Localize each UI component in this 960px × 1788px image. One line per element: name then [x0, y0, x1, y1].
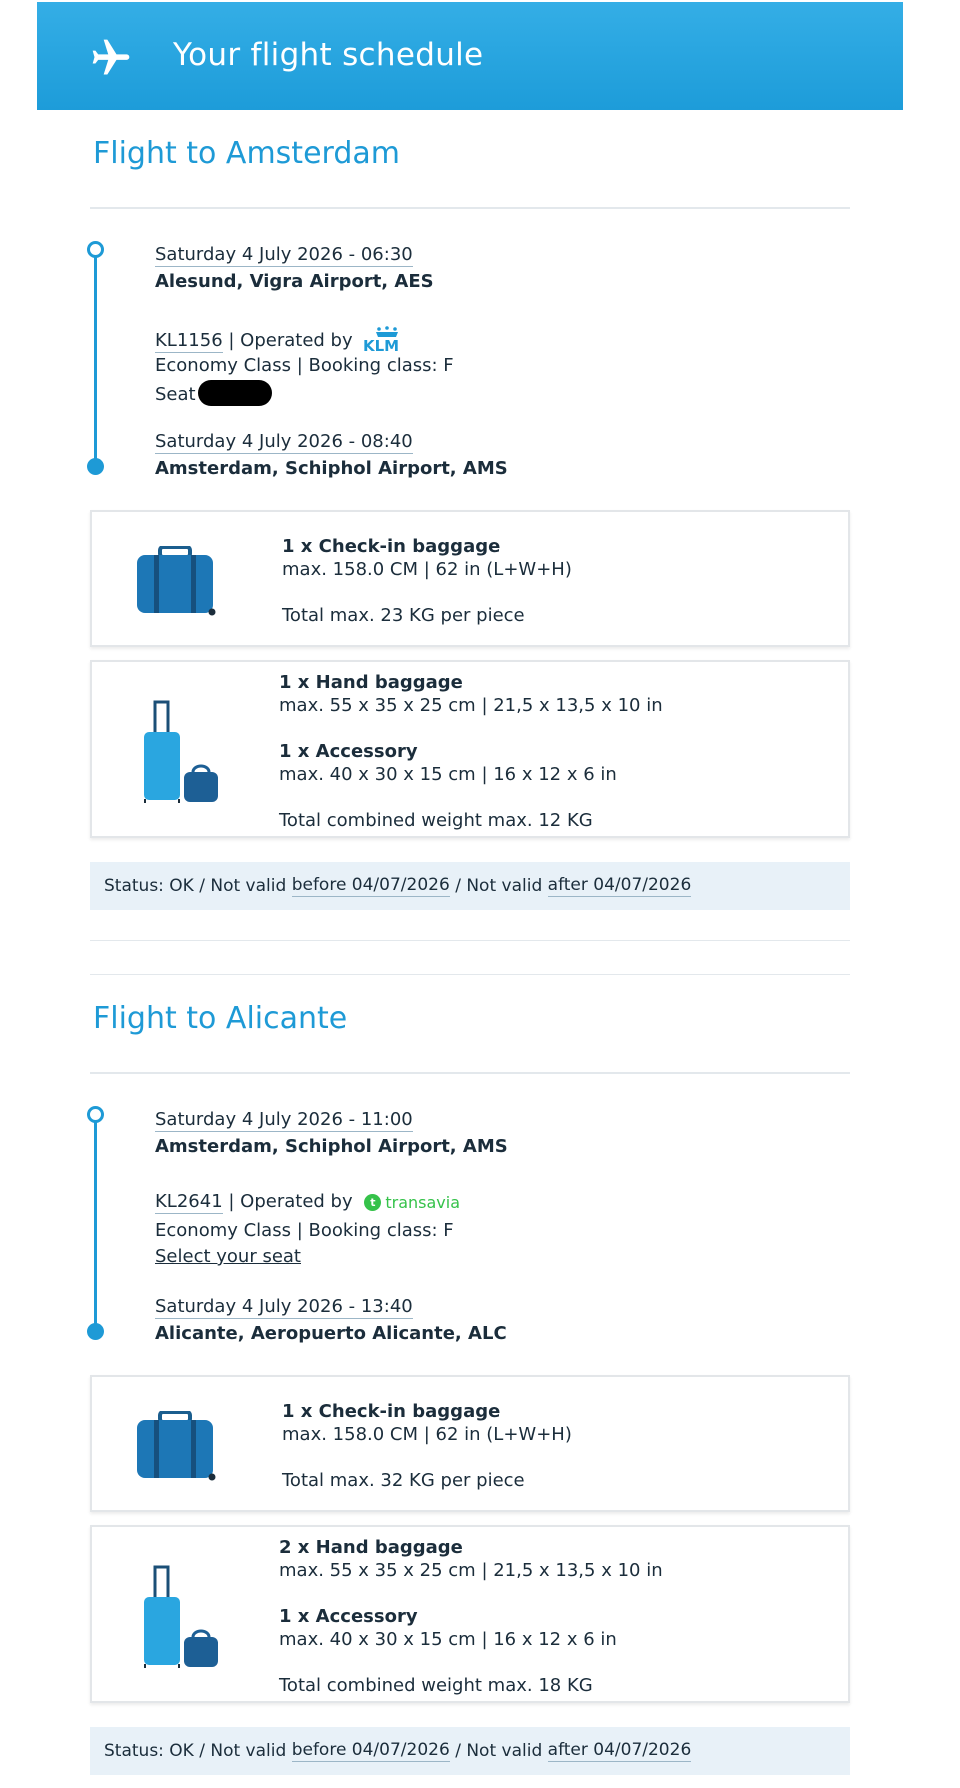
departure-marker [87, 1106, 104, 1123]
schedule-header [37, 2, 903, 110]
page-title: Your flight schedule [173, 37, 484, 73]
divider [90, 974, 850, 975]
select-seat-link[interactable]: Select your seat [155, 1246, 301, 1267]
hand-luggage-icon [140, 1565, 220, 1669]
arrival-airport: Alicante, Aeropuerto Alicante, ALC [155, 1323, 507, 1344]
flight-info: KL1156 | Operated by KLM [155, 326, 412, 352]
timeline-line [94, 252, 97, 466]
ticket-status: Status: OK / Not valid before 04/07/2026 / Not valid after 04/07/2026 [90, 862, 850, 910]
arrival-datetime: Saturday 4 July 2026 - 08:40 [155, 431, 413, 452]
arrival-marker [87, 1323, 104, 1340]
flight-number[interactable]: KL1156 [155, 330, 223, 351]
divider [90, 1072, 850, 1074]
redacted-seat [198, 380, 272, 406]
transavia-icon: t [364, 1194, 381, 1211]
arrival-datetime: Saturday 4 July 2026 - 13:40 [155, 1296, 413, 1317]
svg-text:KLM: KLM [363, 337, 400, 352]
flight-title: Flight to Amsterdam [93, 136, 400, 171]
timeline-line [94, 1117, 97, 1331]
hand-baggage-box: 1 x Hand baggage max. 55 x 35 x 25 cm | 21,5 x 13,5 x 10 in 1 x Accessory max. 40 x 30 x 15 cm | 16 x 12 x 6 in Total combined weight max. 12 KG [90, 660, 850, 838]
checkin-baggage-box: 1 x Check-in baggage max. 158.0 CM | 62 in (L+W+H) Total max. 32 KG per piece [90, 1375, 850, 1512]
arrival-airport: Amsterdam, Schiphol Airport, AMS [155, 458, 508, 479]
divider [90, 940, 850, 941]
hand-baggage-box: 2 x Hand baggage max. 55 x 35 x 25 cm | 21,5 x 13,5 x 10 in 1 x Accessory max. 40 x 30 x 15 cm | 16 x 12 x 6 in Total combined weight max. 18 KG [90, 1525, 850, 1703]
klm-logo [362, 326, 412, 352]
checkin-baggage-box: 1 x Check-in baggage max. 158.0 CM | 62 in (L+W+H) Total max. 23 KG per piece [90, 510, 850, 647]
suitcase-icon [134, 1411, 216, 1481]
departure-datetime: Saturday 4 July 2026 - 06:30 [155, 244, 413, 265]
suitcase-icon [134, 546, 216, 616]
flight-title: Flight to Alicante [93, 1001, 348, 1036]
departure-airport: Amsterdam, Schiphol Airport, AMS [155, 1136, 508, 1157]
flight-number[interactable]: KL2641 [155, 1191, 223, 1212]
hand-luggage-icon [140, 700, 220, 804]
ticket-status: Status: OK / Not valid before 04/07/2026 / Not valid after 04/07/2026 [90, 1727, 850, 1775]
arrival-marker [87, 458, 104, 475]
seat-info: Seat [155, 380, 272, 406]
departure-marker [87, 241, 104, 258]
flight-info: KL2641 | Operated by t transavia [155, 1191, 461, 1212]
divider [90, 207, 850, 209]
booking-class: Economy Class | Booking class: F [155, 355, 454, 376]
transavia-logo: t transavia [364, 1193, 460, 1212]
departure-airport: Alesund, Vigra Airport, AES [155, 271, 434, 292]
booking-class: Economy Class | Booking class: F [155, 1220, 454, 1241]
plane-icon [89, 36, 133, 80]
departure-datetime: Saturday 4 July 2026 - 11:00 [155, 1109, 413, 1130]
